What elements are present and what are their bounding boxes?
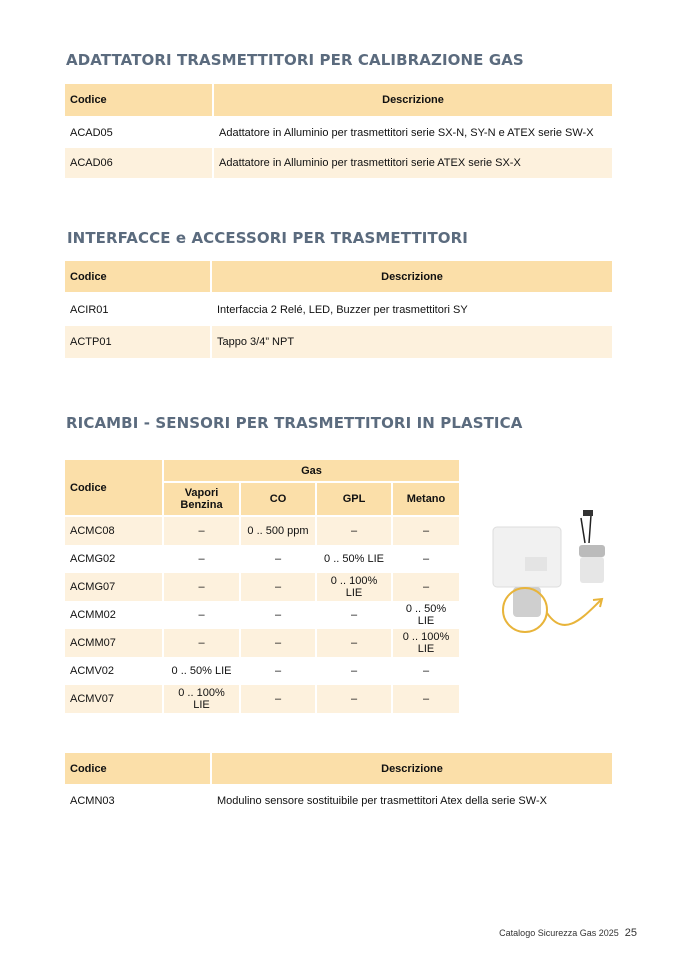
desc-cell: Tappo 3/4” NPT [212, 326, 612, 358]
code-cell: ACMV02 [65, 657, 164, 685]
code-cell: ACMG02 [65, 545, 164, 573]
sensor-replacement-photo [485, 505, 635, 635]
table-row [65, 148, 612, 178]
range-cell: – [393, 685, 459, 713]
code-cell: ACMM02 [65, 601, 164, 629]
col-header: Codice [65, 84, 214, 118]
range-cell: 0 .. 100% LIE [317, 573, 393, 601]
range-cell: – [317, 685, 393, 713]
desc-cell: Interfaccia 2 Relé, LED, Buzzer per trasmettitori SY [217, 304, 468, 316]
table-row [65, 517, 459, 545]
table-row [65, 629, 459, 657]
range-cell: – [422, 553, 430, 565]
range-cell: – [422, 665, 430, 677]
range-cell: – [164, 545, 241, 573]
footer-text: Catalogo Sicurezza Gas 2025 [499, 928, 619, 938]
table-row [65, 601, 459, 629]
range-cell: – [317, 657, 393, 685]
code-cell: ACAD06 [65, 148, 214, 178]
range-cell: – [241, 601, 317, 629]
col-header: Descrizione [214, 84, 612, 118]
range-cell: 0 .. 100% LIE [164, 685, 241, 713]
col-header: Vapori Benzina [164, 483, 241, 517]
code-cell: ACMM07 [65, 629, 164, 657]
range-cell: – [164, 601, 241, 629]
code-cell: ACIR01 [65, 294, 212, 326]
table-row [65, 118, 612, 148]
range-cell: – [393, 517, 459, 545]
modules-table [65, 753, 612, 816]
col-header: Codice [65, 261, 212, 294]
range-cell: – [241, 545, 317, 573]
code-cell: ACAD05 [65, 118, 214, 148]
range-cell: 0 .. 100% LIE [393, 629, 459, 657]
col-header: Codice [65, 460, 164, 517]
col-header: Descrizione [212, 753, 612, 786]
range-cell: 0 .. 500 ppm [241, 517, 317, 545]
section-title: INTERFACCE e ACCESSORI PER TRASMETTITORI [67, 229, 468, 247]
code-cell: ACTP01 [65, 326, 212, 358]
desc-cell: Adattatore in Alluminio per trasmettitori serie ATEX serie SX-X [214, 148, 612, 178]
range-cell: – [241, 573, 317, 601]
table-row [65, 786, 612, 816]
code-cell: ACMC08 [65, 517, 164, 545]
interfaces-table [65, 261, 612, 358]
range-cell: – [393, 573, 459, 601]
col-header: GPL [317, 483, 393, 517]
table-row [65, 545, 459, 573]
code-cell: ACMG07 [65, 573, 164, 601]
adapters-table [65, 84, 612, 178]
col-header: Codice [65, 753, 212, 786]
range-cell: – [317, 629, 393, 657]
table-row [65, 657, 459, 685]
page-number: 25 [624, 927, 637, 939]
range-cell: 0 .. 50% LIE [405, 603, 447, 627]
range-cell: – [241, 629, 317, 657]
footer [499, 927, 637, 939]
sensors-table [65, 460, 459, 713]
code-cell: ACMV07 [65, 685, 164, 713]
desc-cell: Adattatore in Alluminio per trasmettitori serie SX-N, SY-N e ATEX serie SW-X [219, 127, 594, 139]
code-cell: ACMN03 [65, 786, 212, 816]
range-cell: – [317, 601, 393, 629]
col-header: Metano [393, 483, 459, 517]
section-title: ADATTATORI TRASMETTITORI PER CALIBRAZIONE GAS [66, 51, 524, 69]
range-cell: – [164, 629, 241, 657]
range-cell: 0 .. 50% LIE [317, 545, 393, 573]
range-cell: – [241, 685, 317, 713]
table-row [65, 294, 612, 326]
col-header: Descrizione [212, 261, 612, 294]
section-title: RICAMBI - SENSORI PER TRASMETTITORI IN PLASTICA [66, 414, 523, 432]
col-header-gas: Gas [164, 460, 459, 483]
range-cell: – [241, 657, 317, 685]
range-cell: – [317, 517, 393, 545]
table-row [65, 685, 459, 713]
range-cell: – [164, 517, 241, 545]
range-cell: 0 .. 50% LIE [164, 657, 241, 685]
desc-cell: Modulino sensore sostituibile per trasmettitori Atex della serie SW-X [217, 795, 547, 807]
table-row [65, 573, 459, 601]
table-row [65, 326, 612, 358]
range-cell: – [164, 573, 241, 601]
col-header: CO [241, 483, 317, 517]
